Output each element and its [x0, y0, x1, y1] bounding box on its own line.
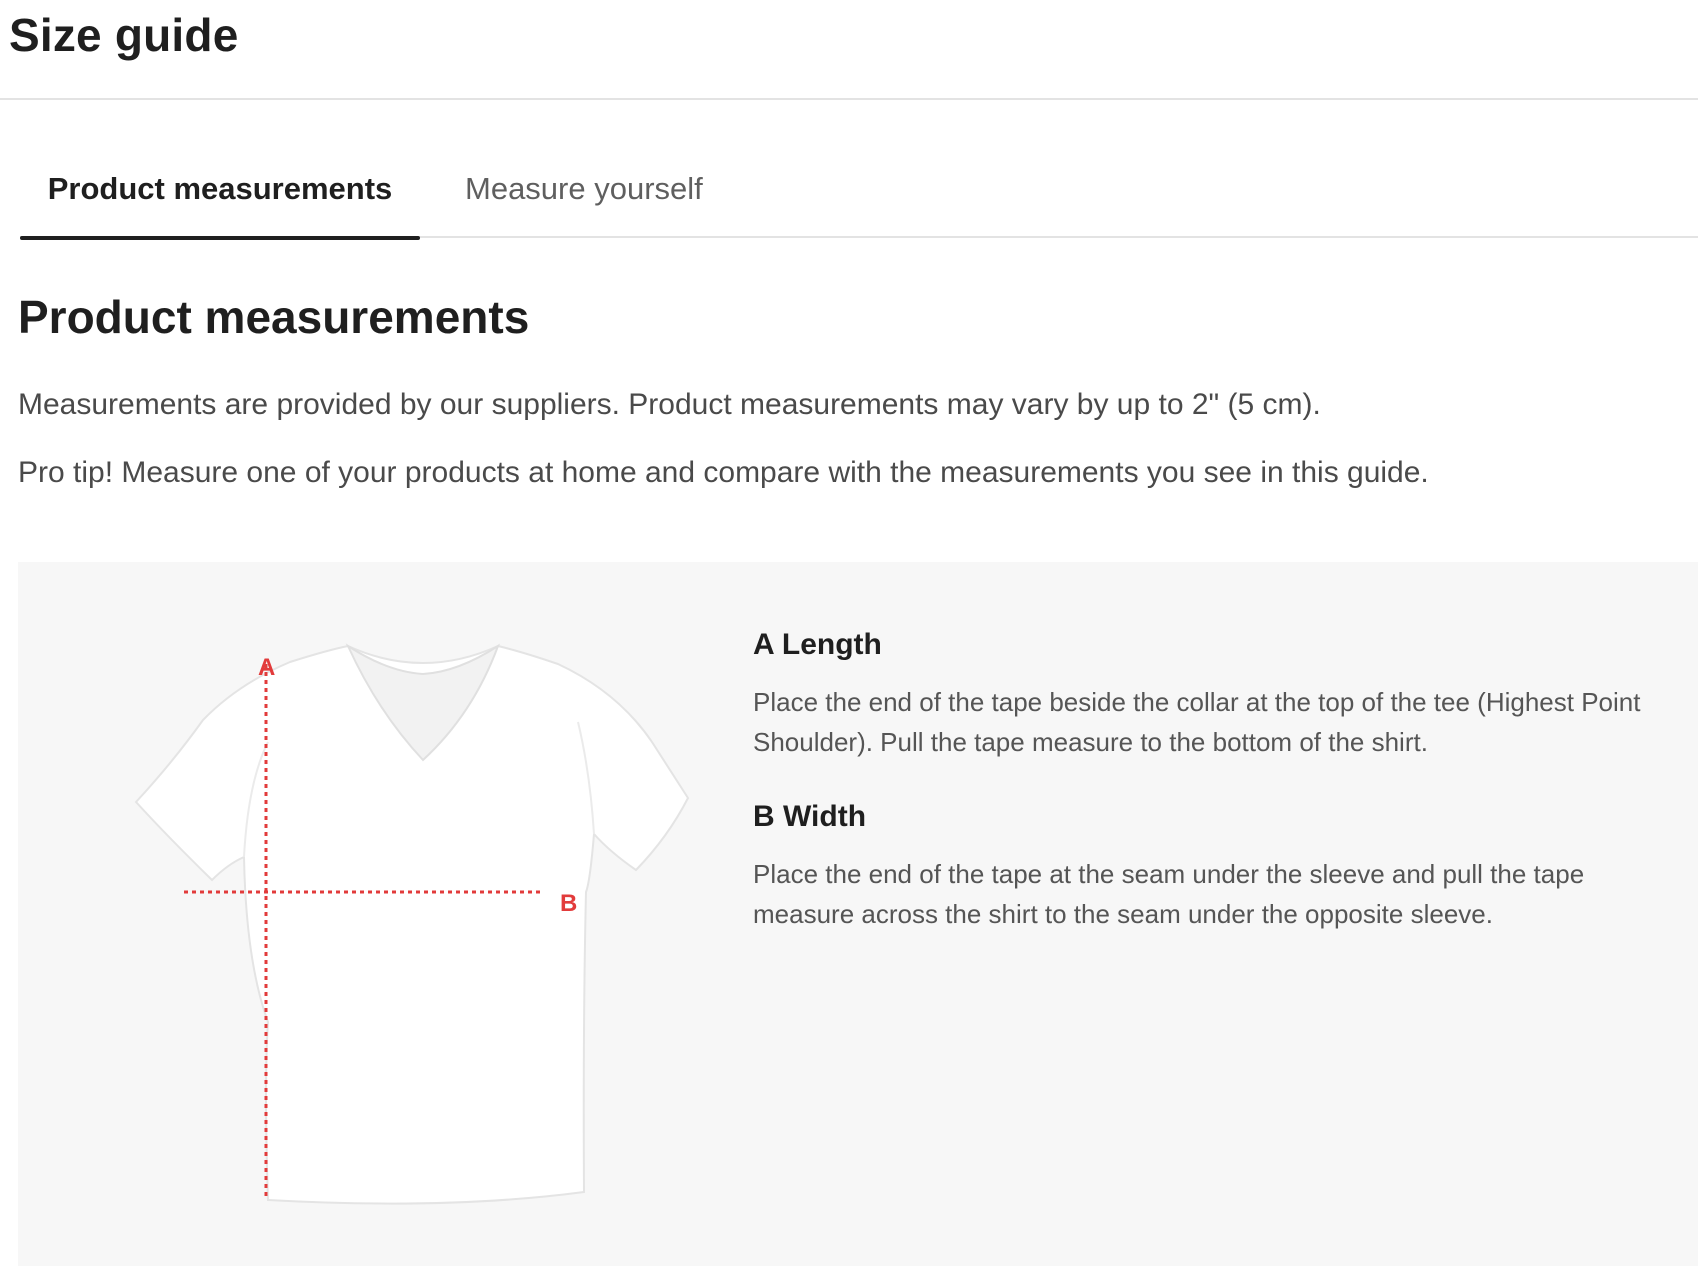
diagram-label-a: A	[258, 654, 276, 681]
width-description: Place the end of the tape at the seam under the sleeve and pull the tape measure across the shirt to the seam under the opposite sleeve.	[753, 859, 1585, 929]
pro-tip: Pro tip! Measure one of your products at home and compare with the measurements you see in this guide.	[18, 456, 1429, 489]
length-description: Place the end of the tape beside the collar at the top of the tee (Highest Point Shoulder). Pull the tape measure to the bottom of the shirt.	[753, 687, 1641, 757]
diagram-label-b: B	[560, 890, 578, 917]
measurement-width	[753, 800, 1673, 934]
tshirt-diagram	[78, 602, 718, 1242]
length-heading: A Length	[753, 628, 882, 661]
tab-measure-yourself[interactable]: Measure yourself	[465, 170, 703, 206]
supplier-note: Measurements are provided by our suppliers. Product measurements may vary by up to 2" (5 cm).	[18, 388, 1321, 421]
measurement-guide-panel	[18, 562, 1698, 1266]
tshirt-illustration	[78, 602, 718, 1242]
measurement-length	[753, 628, 1673, 762]
dialog-header	[0, 0, 1698, 100]
section-title: Product measurements	[18, 291, 530, 343]
dialog-title: Size guide	[9, 9, 239, 61]
tab-bar	[20, 150, 1698, 238]
width-heading: B Width	[753, 800, 867, 833]
tab-product-measurements[interactable]: Product measurements	[20, 150, 420, 238]
